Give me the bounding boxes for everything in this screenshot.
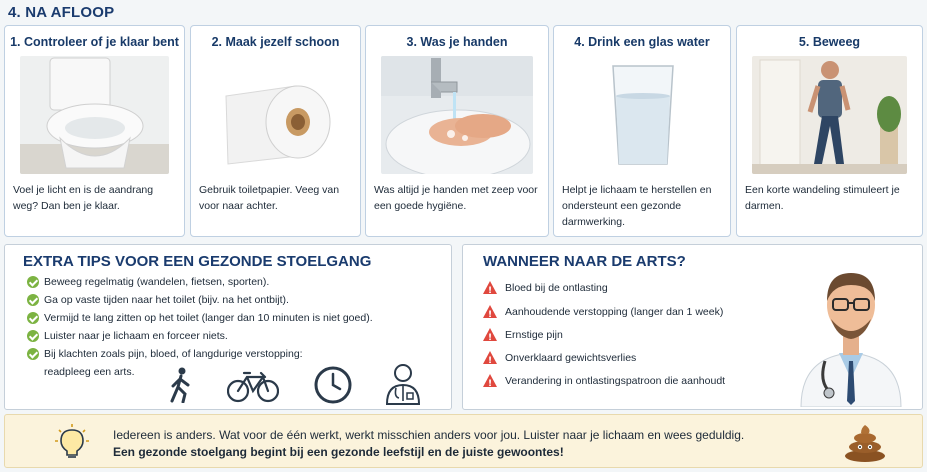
tip-item: Bij klachten zoals pijn, bloed, of langdurige verstopping: <box>27 346 303 362</box>
footer-note <box>4 414 923 468</box>
walking-icon <box>167 367 195 408</box>
doctor-illustration <box>795 261 907 412</box>
check-icon <box>27 348 39 360</box>
step-text: Een korte wandeling stimuleert je darmen. <box>745 184 900 212</box>
step-card-1 <box>4 25 185 237</box>
step-title: 5. Beweeg <box>798 35 861 49</box>
warning-item: ! Bloed bij de ontlasting <box>483 280 608 296</box>
doctor-icon <box>383 361 423 410</box>
check-icon <box>27 312 39 324</box>
tips-title: EXTRA TIPS VOOR EEN GEZONDE STOELGANG <box>23 253 372 270</box>
warning-item: ! Onverklaard gewichtsverlies <box>483 350 636 366</box>
step-text: Voel je licht en is de aandrang weg? Dan ben je klaar. <box>13 184 154 212</box>
toilet-icon <box>20 56 169 174</box>
step-title: 2. Maak jezelf schoon <box>211 35 340 49</box>
tips-box <box>4 244 452 410</box>
step-title: 1. Controleer of je klaar bent <box>10 35 179 49</box>
check-icon <box>27 330 39 342</box>
footer-line-2: Een gezonde stoelgang begint bij een gezonde leefstijl en de juiste gewoontes! <box>113 445 564 459</box>
step-card-2 <box>190 25 361 237</box>
tip-item: Vermijd te lang zitten op het toilet (langer dan 10 minuten is niet goed). <box>27 310 373 326</box>
toilet-paper-icon <box>206 56 345 174</box>
check-icon <box>27 276 39 288</box>
warning-icon <box>483 305 497 318</box>
step-card-5 <box>736 25 923 237</box>
warning-item: ! Verandering in ontlastingspatroon die aanhoudt <box>483 373 725 389</box>
tip-item: Luister naar je lichaam en forceer niets. <box>27 328 228 344</box>
section-title: 4. NA AFLOOP <box>8 4 115 21</box>
step-text: Gebruik toiletpapier. Veeg van voor naar achter. <box>199 184 340 212</box>
bicycle-icon <box>227 369 279 408</box>
hand-washing-icon <box>381 56 533 174</box>
warning-icon <box>483 351 497 364</box>
tip-item: Ga op vaste tijden naar het toilet (bijv. na het ontbijt). <box>27 292 289 308</box>
tip-item: Beweeg regelmatig (wandelen, fietsen, sporten). <box>27 274 269 290</box>
clock-icon <box>313 365 353 410</box>
step-text: Was altijd je handen met zeep voor een goede hygiëne. <box>374 184 538 212</box>
poop-icon <box>843 421 887 468</box>
warning-item: ! Ernstige pijn <box>483 327 563 343</box>
glass-of-water-icon <box>569 56 715 174</box>
check-icon <box>27 294 39 306</box>
warning-icon <box>483 281 497 294</box>
doctor-title: WANNEER NAAR DE ARTS? <box>483 253 686 270</box>
step-title: 4. Drink een glas water <box>574 35 710 49</box>
steps-row <box>4 25 923 237</box>
lightbulb-icon <box>55 424 89 465</box>
step-card-4 <box>553 25 731 237</box>
doctor-box <box>462 244 923 410</box>
step-card-3 <box>365 25 549 237</box>
tip-item-continuation: readpleeg een arts. <box>44 366 135 378</box>
walking-man-icon <box>752 56 907 174</box>
footer-line-1: Iedereen is anders. Wat voor de één werkt, werkt misschien anders voor jou. Luister naar je lichaam en wees geduldig. <box>113 428 745 442</box>
step-text: Helpt je lichaam te herstellen en ondersteunt een gezonde darmwerking. <box>562 184 712 228</box>
warning-icon <box>483 374 497 387</box>
warning-icon <box>483 328 497 341</box>
step-title: 3. Was je handen <box>406 35 508 49</box>
warning-item: ! Aanhoudende verstopping (langer dan 1 week) <box>483 304 723 320</box>
